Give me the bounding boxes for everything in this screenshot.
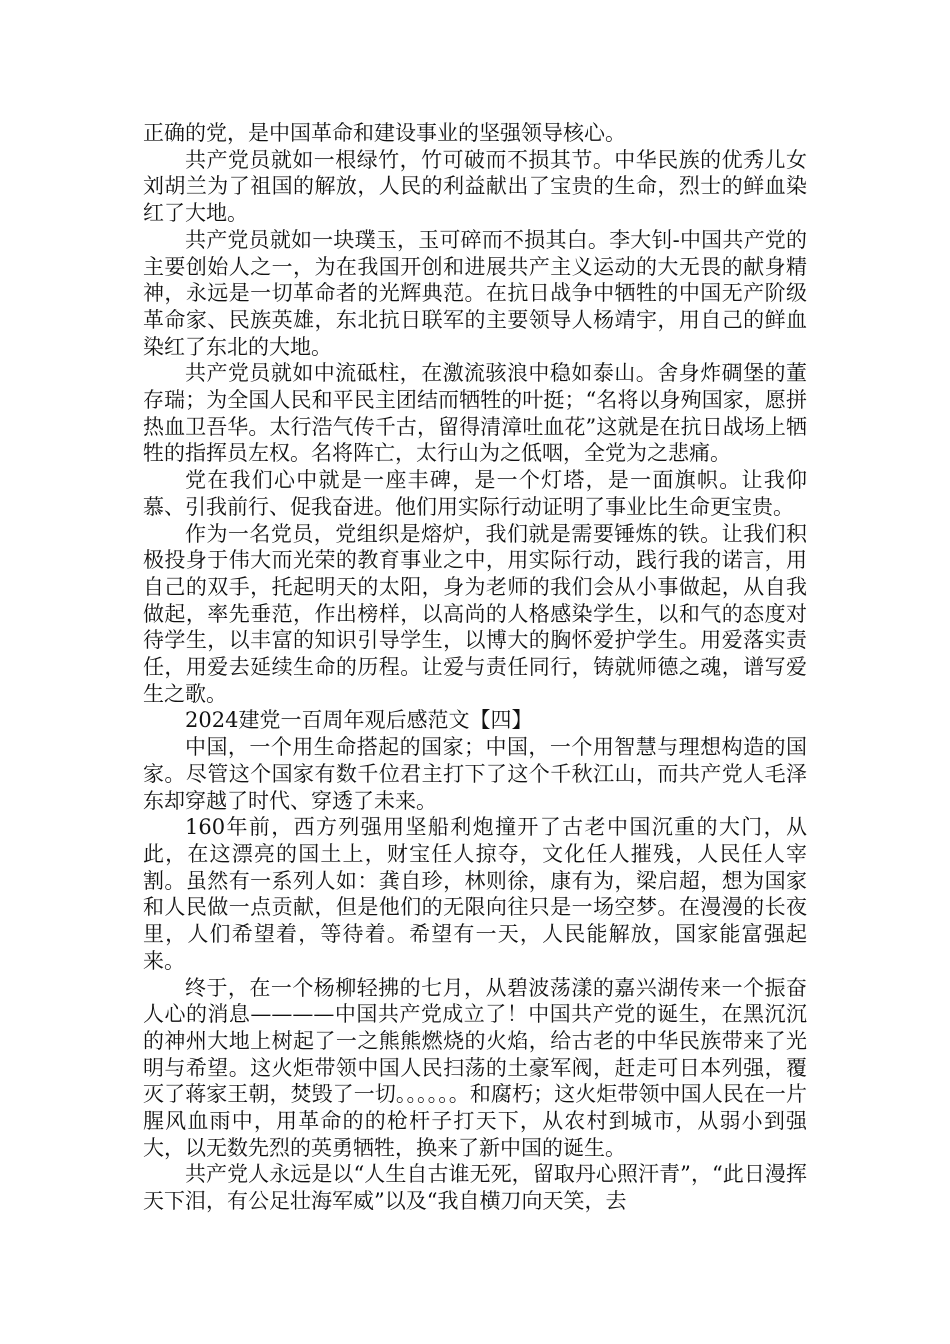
paragraph-9: 终于，在一个杨柳轻拂的七月，从碧波荡漾的嘉兴湖传来一个振奋人心的消息————中国共产党成立了！中国共产党的诞生，在黑沉沉的神州大地上树起了一之熊熊燃烧的火焰，给古老的中华民族带来了光明与希望。这火炬带领中国人民扫荡的土豪军阀，赶走可日本列强，覆灭了蒋家王朝，焚毁了一切。。。。。。和腐朽；这火炬带领中国人民在一片腥风血雨中，用革命的的枪杆子打天下，从农村到城市，从弱小到强大，以无数先烈的英勇牺牲，换来了新中国的诞生。	[143, 975, 807, 1160]
section-heading: 2024建党一百周年观后感范文【四】	[185, 708, 533, 733]
document-body	[143, 120, 807, 1215]
paragraph-6: 作为一名党员，党组织是熔炉，我们就是需要锤炼的铁。让我们积极投身于伟大而光荣的教育事业之中，用实际行动，践行我的诺言，用自己的双手，托起明天的太阳，身为老师的我们会从小事做起，从自我做起，率先垂范，作出榜样，以高尚的人格感染学生，以和气的态度对待学生，以丰富的知识引导学生，以博大的胸怀爱护学生。用爱落实责任，用爱去延续生命的历程。让爱与责任同行，铸就师德之魂，谱写爱生之歌。	[143, 521, 807, 706]
paragraph-2: 共产党员就如一根绿竹，竹可破而不损其节。中华民族的优秀儿女刘胡兰为了祖国的解放，人民的利益献出了宝贵的生命，烈士的鲜血染红了大地。	[143, 147, 807, 226]
paragraph-4: 共产党员就如中流砥柱，在激流骇浪中稳如泰山。舍身炸碉堡的董存瑞；为全国人民和平民主团结而牺牲的叶挺；“名将以身殉国家，愿拼热血卫吾华。太行浩气传千古，留得清漳吐血花”这就是在抗日战场上牺牲的指挥员左权。名将阵亡，太行山为之低咽，全党为之悲痛。	[143, 361, 807, 466]
paragraph-10: 共产党人永远是以“人生自古谁无死，留取丹心照汗青”，“此日漫挥天下泪，有公足壮海军威”以及“我自横刀向天笑，去	[143, 1162, 807, 1214]
paragraph-8: 160年前，西方列强用坚船利炮撞开了古老中国沉重的大门，从此，在这漂亮的国土上，财宝任人掠夺，文化任人摧残，人民任人宰割。虽然有一系列人如：龚自珍，林则徐，康有为，梁启超，想为国家和人民做一点贡献，但是他们的无限向往只是一场空梦。在漫漫的长夜里，人们希望着，等待着。希望有一天，人民能解放，国家能富强起来。	[143, 815, 807, 973]
paragraph-5: 党在我们心中就是一座丰碑，是一个灯塔，是一面旗帜。让我仰慕、引我前行、促我奋进。他们用实际行动证明了事业比生命更宝贵。	[143, 468, 807, 519]
paragraph-3: 共产党员就如一块璞玉，玉可碎而不损其白。李大钊-中国共产党的主要创始人之一，为在我国开创和进展共产主义运动的大无畏的献身精神，永远是一切革命者的光辉典范。在抗日战争中牺牲的中国无产阶级革命家、民族英雄，东北抗日联军的主要领导人杨靖宇，用自己的鲜血染红了东北的大地。	[143, 227, 807, 359]
paragraph-7: 中国，一个用生命搭起的国家；中国，一个用智慧与理想构造的国家。尽管这个国家有数千位君主打下了这个千秋江山，而共产党人毛泽东却穿越了时代、穿透了未来。	[143, 735, 807, 813]
paragraph-1: 正确的党，是中国革命和建设事业的坚强领导核心。	[143, 121, 626, 145]
